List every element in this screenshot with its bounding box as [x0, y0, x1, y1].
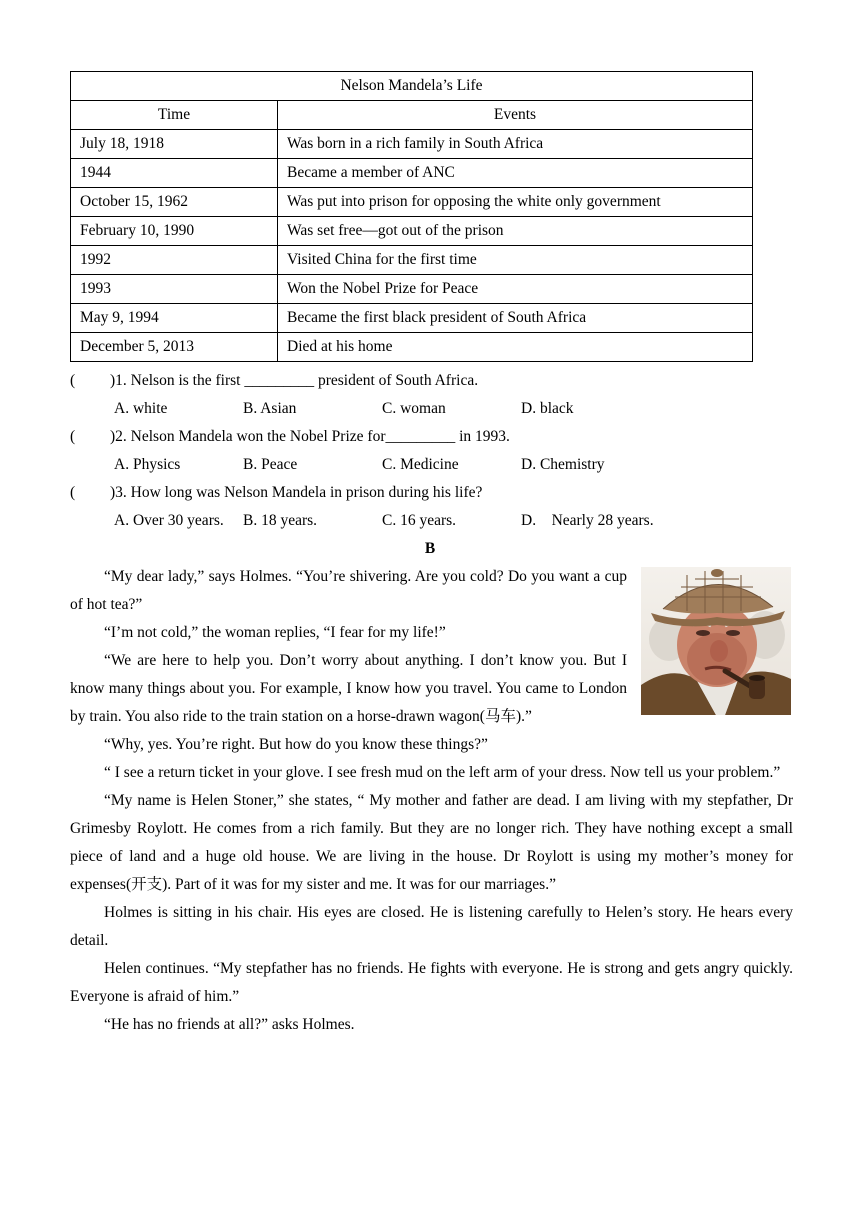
answer-blank[interactable]: ( [70, 428, 76, 445]
option-b: B. 18 years. [243, 512, 318, 529]
question-text: )2. Nelson Mandela won the Nobel Prize for_________ in 1993. [110, 428, 510, 445]
header-events: Events [278, 101, 753, 130]
question-3 [70, 479, 482, 507]
story-paragraph: “My dear lady,” says Holmes. “You’re shivering. Are you cold? Do you want a cup of hot tea?” [70, 568, 627, 613]
time-cell: October 15, 1962 [71, 188, 278, 217]
option-d: D. Nearly 28 years. [521, 512, 654, 529]
table-header-row [71, 101, 753, 130]
question-text: )1. Nelson is the first _________ president of South Africa. [110, 372, 479, 389]
option-a: A. white [114, 400, 168, 417]
table-row [71, 304, 753, 333]
story-paragraph: “Why, yes. You’re right. But how do you know these things?” [104, 736, 488, 753]
option-d: D. Chemistry [521, 456, 605, 473]
question-1 [70, 367, 478, 395]
event-cell: Died at his home [278, 333, 753, 362]
option-c: C. woman [382, 400, 446, 417]
table-row [71, 333, 753, 362]
event-cell: Was put into prison for opposing the white only government [278, 188, 753, 217]
event-cell: Was set free—got out of the prison [278, 217, 753, 246]
option-c: C. 16 years. [382, 512, 457, 529]
mandela-life-table [70, 71, 753, 362]
question-2 [70, 423, 510, 451]
time-cell: 1944 [71, 159, 278, 188]
table-row [71, 159, 753, 188]
option-a: A. Physics [114, 456, 181, 473]
event-cell: Was born in a rich family in South Africa [278, 130, 753, 159]
event-cell: Won the Nobel Prize for Peace [278, 275, 753, 304]
table-row [71, 130, 753, 159]
story-paragraph: “We are here to help you. Don’t worry about anything. I don’t know you. But I know many things about you. For example, I know how you travel. You came to London by train. You also ride to the train station on a horse-drawn wagon(马车).” [70, 652, 627, 725]
event-cell: Became the first black president of South Africa [278, 304, 753, 333]
option-b: B. Peace [243, 456, 298, 473]
header-time: Time [71, 101, 278, 130]
time-cell: May 9, 1994 [71, 304, 278, 333]
event-cell: Visited China for the first time [278, 246, 753, 275]
time-cell: July 18, 1918 [71, 130, 278, 159]
time-cell: December 5, 2013 [71, 333, 278, 362]
option-a: A. Over 30 years. [114, 512, 224, 529]
section-b-title: B [424, 540, 436, 557]
table-row [71, 275, 753, 304]
table-title: Nelson Mandela’s Life [71, 72, 753, 101]
table-row [71, 188, 753, 217]
story-paragraph: “My name is Helen Stoner,” she states, “ My mother and father are dead. I am living with my stepfather, Dr Grimesby Roylott. He comes from a rich family. But they are no longer rich. They have nothing except a small piece of land and a huge old house. We are living in the house. Dr Roylott is using my mother’s money for expenses(开支). Part of it was for my sister and me. It was for our marriages.” [70, 792, 793, 893]
table-row [71, 246, 753, 275]
question-text: )3. How long was Nelson Mandela in prison during his life? [110, 484, 483, 501]
table-row [71, 217, 753, 246]
option-b: B. Asian [243, 400, 297, 417]
table-title-row [71, 72, 753, 101]
story-paragraph: “ I see a return ticket in your glove. I see fresh mud on the left arm of your dress. Now tell us your problem.” [104, 764, 781, 781]
option-d: D. black [521, 400, 574, 417]
answer-blank[interactable]: ( [70, 484, 76, 501]
answer-blank[interactable]: ( [70, 372, 76, 389]
time-cell: 1993 [71, 275, 278, 304]
time-cell: 1992 [71, 246, 278, 275]
story-paragraph: “He has no friends at all?” asks Holmes. [104, 1016, 355, 1033]
story-paragraph: “I’m not cold,” the woman replies, “I fear for my life!” [104, 624, 446, 641]
event-cell: Became a member of ANC [278, 159, 753, 188]
story-paragraph: Holmes is sitting in his chair. His eyes are closed. He is listening carefully to Helen’s story. He hears every detail. [70, 904, 793, 949]
story-paragraph: Helen continues. “My stepfather has no friends. He fights with everyone. He is strong and gets angry quickly. Everyone is afraid of him.” [70, 960, 793, 1005]
section-b-story [70, 563, 793, 1039]
time-cell: February 10, 1990 [71, 217, 278, 246]
option-c: C. Medicine [382, 456, 459, 473]
